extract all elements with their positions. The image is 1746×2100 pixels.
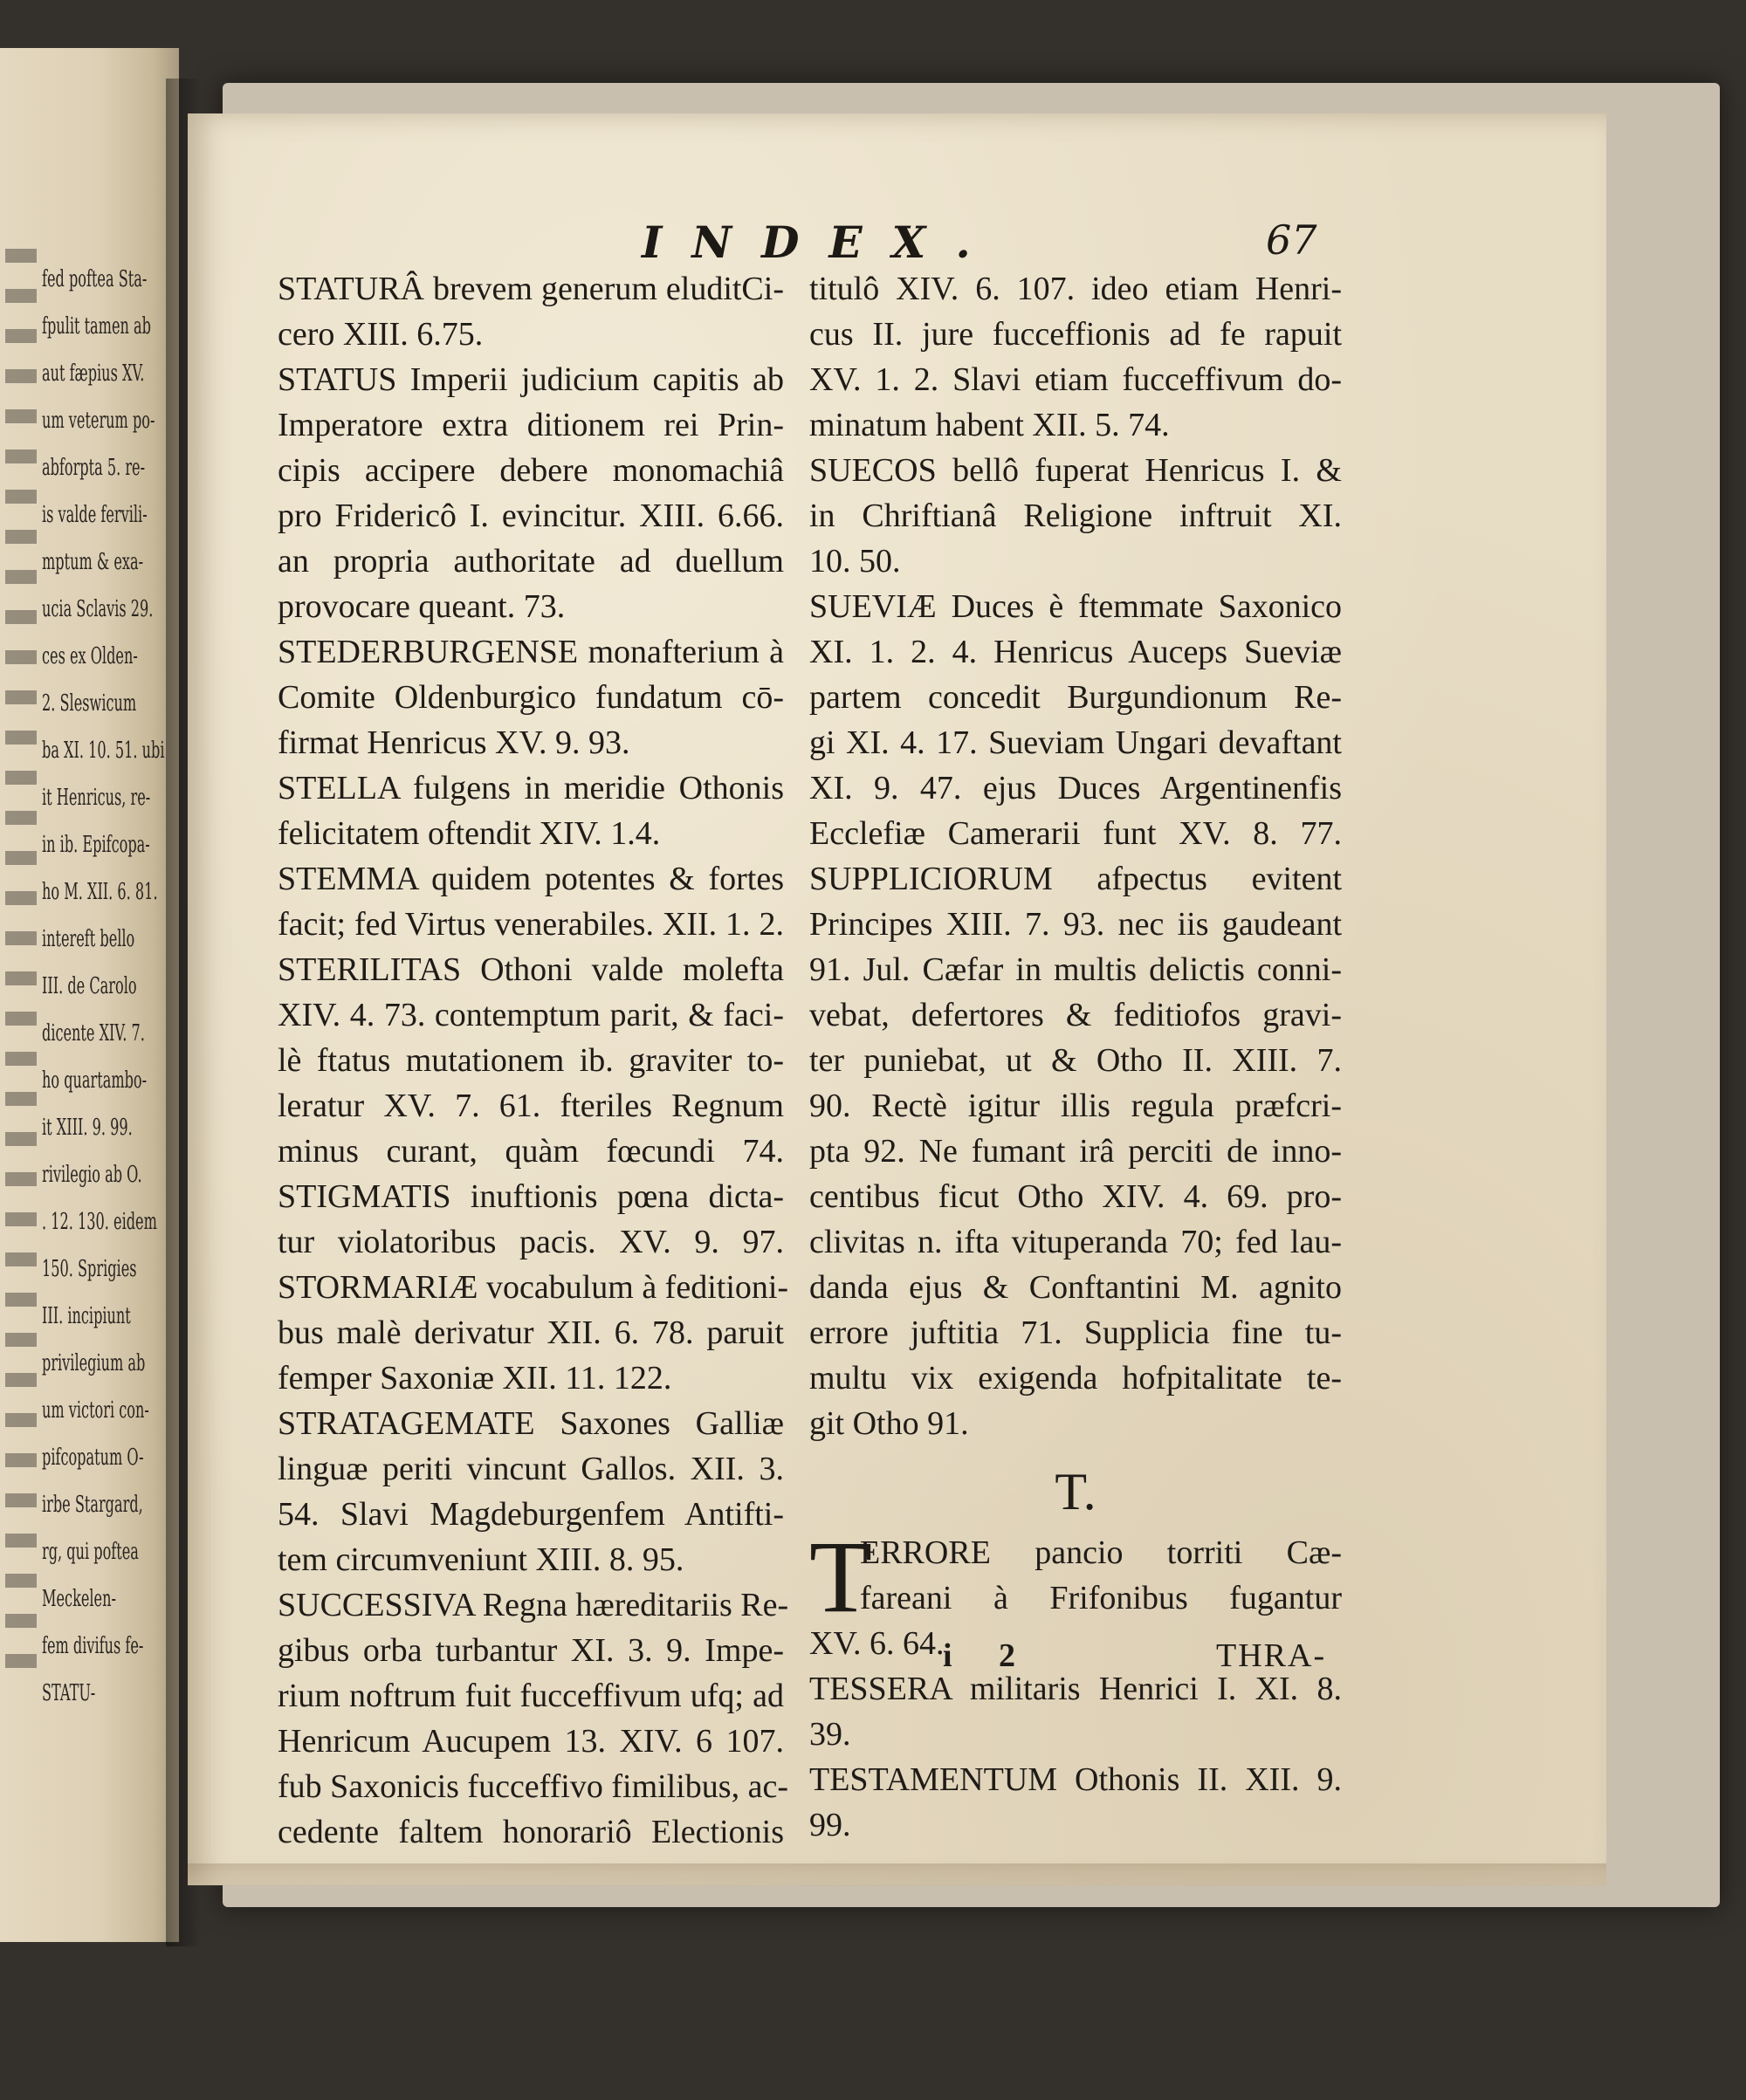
index-line: multu vix exigenda hofpitalitate te-	[809, 1360, 1342, 1397]
previous-page-fragment: fed poftea Sta-	[42, 266, 148, 292]
index-line: cedente faltem honorariô Electionis	[278, 1814, 784, 1850]
index-line: linguæ periti vincunt Gallos. XII. 3.	[278, 1451, 784, 1487]
previous-page-fragment: ho quartambo-	[42, 1067, 148, 1094]
index-line: 39.	[809, 1716, 851, 1753]
index-line: facit; fed Virtus venerabiles. XII. 1. 2.	[278, 906, 784, 943]
index-line: vebat, defertores & feditiofos gravi-	[809, 997, 1342, 1033]
index-line: STATURÂ brevem generum eluditCi-	[278, 271, 784, 307]
dropcap-entry	[809, 1520, 1342, 1634]
index-line: STEDERBURGENSE monafterium à	[278, 634, 784, 670]
index-page	[188, 113, 1606, 1885]
index-line: gi XI. 4. 17. Sueviam Ungari devaftant	[809, 724, 1342, 761]
index-line: gibus orba turbantur XI. 3. 9. Impe-	[278, 1632, 784, 1669]
index-line: bus malè derivatur XII. 6. 78. paruit	[278, 1314, 784, 1351]
previous-page-fragment: aut fæpius XV.	[42, 360, 145, 387]
index-line: rium noftrum fuit fucceffivum ufq; ad	[278, 1678, 784, 1714]
previous-page-fragment: STATU-	[42, 1680, 96, 1706]
previous-page-fragment: is valde fervili-	[42, 502, 148, 528]
previous-page-fragment: it Henricus, re-	[42, 785, 151, 811]
index-line: Henricum Aucupem 13. XIV. 6 107.	[278, 1723, 784, 1760]
index-line: partem concedit Burgundionum Re-	[809, 679, 1342, 716]
index-line: 99.	[809, 1807, 851, 1843]
index-line: cus II. jure fucceffionis ad fe rapuit	[809, 316, 1342, 353]
index-line: centibus ficut Otho XIV. 4. 69. pro-	[809, 1178, 1342, 1215]
index-line: leratur XV. 7. 61. fteriles Regnum	[278, 1088, 784, 1124]
index-line: Ecclefiæ Camerarii funt XV. 8. 77.	[809, 815, 1342, 852]
index-line: SUPPLICIORUM afpectus evitent	[809, 861, 1342, 897]
previous-page-fragment: ba XI. 10. 51. ubi	[42, 738, 165, 764]
index-line: STIGMATIS inuftionis pœna dicta-	[278, 1178, 784, 1215]
left-column	[278, 266, 789, 1855]
index-line: Imperatore extra ditionem rei Prin-	[278, 407, 784, 443]
previous-page-fragment: fpulit tamen ab	[42, 313, 151, 340]
index-line: XI. 9. 47. ejus Duces Argentinenfis	[809, 770, 1342, 806]
previous-page-fragment: ho M. XII. 6. 81.	[42, 879, 158, 905]
index-line: an propria authoritate ad duellum	[278, 543, 784, 580]
previous-page-fragment: dicente XIV. 7.	[42, 1020, 145, 1047]
drop-capital: T	[809, 1520, 873, 1634]
index-line: tem circumveniunt XIII. 8. 95.	[278, 1541, 684, 1578]
section-heading: T.	[1055, 1463, 1096, 1520]
index-line: SUECOS bellô fuperat Henricus I. &	[809, 452, 1342, 489]
index-line: 90. Rectè igitur illis regula præfcri-	[809, 1088, 1342, 1124]
index-line: provocare queant. 73.	[278, 588, 566, 625]
previous-page-fragment: rivilegio ab O.	[42, 1162, 142, 1188]
index-line: STERILITAS Othoni valde molefta	[278, 951, 784, 988]
index-line: XV. 6. 64.	[809, 1625, 945, 1662]
previous-page-fragment: . 12. 130. eidem	[42, 1209, 157, 1235]
previous-page-fragment: III. de Carolo	[42, 973, 137, 999]
index-line: errore juftitia 71. Supplicia fine tu-	[809, 1314, 1342, 1351]
index-line: STATUS Imperii judicium capitis ab	[278, 361, 784, 398]
previous-page-fragment: um victori con-	[42, 1397, 149, 1424]
index-line: femper Saxoniæ XII. 11. 122.	[278, 1360, 672, 1397]
index-line: firmat Henricus XV. 9. 93.	[278, 724, 630, 761]
index-line: pta 92. Ne fumant irâ perciti de inno-	[809, 1133, 1342, 1170]
index-line: tur violatoribus pacis. XV. 9. 97.	[278, 1224, 784, 1260]
index-line: cero XIII. 6.75.	[278, 316, 484, 353]
index-line: cipis accipere debere monomachiâ	[278, 452, 784, 489]
index-line: felicitatem oftendit XIV. 1.4.	[278, 815, 661, 852]
index-line: ter puniebat, ut & Otho II. XIII. 7.	[809, 1042, 1342, 1079]
right-column-entries	[809, 266, 1342, 1446]
index-line: in Chriftianâ Religione inftruit XI.	[809, 498, 1342, 534]
index-line: titulô XIV. 6. 107. ideo etiam Henri-	[809, 271, 1342, 307]
index-line: fareani à Frifonibus fugantur	[860, 1580, 1342, 1616]
index-line: XV. 1. 2. Slavi etiam fucceffivum do-	[809, 361, 1342, 398]
index-line: STEMMA quidem potentes & fortes	[278, 861, 784, 897]
previous-page-fragment: 2. Sleswicum	[42, 690, 137, 717]
previous-page-margin-marks	[5, 249, 37, 1680]
index-line: danda ejus & Conftantini M. agnito	[809, 1269, 1342, 1306]
index-line: Comite Oldenburgico fundatum cō-	[278, 679, 784, 716]
index-line: minatum habent XII. 5. 74.	[809, 407, 1170, 443]
index-line: git Otho 91.	[809, 1405, 969, 1442]
index-line: STELLA fulgens in meridie Othonis	[278, 770, 784, 806]
previous-page-fragment: ucia Sclavis 29.	[42, 596, 154, 622]
index-line: TESSERA militaris Henrici I. XI. 8.	[809, 1671, 1342, 1707]
index-line: 91. Jul. Cæfar in multis delictis conni-	[809, 951, 1342, 988]
index-line: STRATAGEMATE Saxones Galliæ	[278, 1405, 784, 1442]
index-line: 10. 50.	[809, 543, 901, 580]
previous-page-fragment: privilegium ab	[42, 1350, 146, 1376]
previous-page-fragment: fem divifus fe-	[42, 1633, 144, 1659]
signature-mark: i 2	[943, 1637, 1035, 1674]
previous-page-fragment: abforpta 5. re-	[42, 455, 146, 481]
index-line: lè ftatus mutationem ib. graviter to-	[278, 1042, 784, 1079]
previous-page-fragment: Meckelen-	[42, 1586, 116, 1612]
index-line: XIV. 4. 73. contemptum parit, & faci-	[278, 997, 784, 1033]
previous-page-fragment: 150. Sprigies	[42, 1256, 137, 1282]
index-line: ERRORE pancio torriti Cæ-	[860, 1534, 1342, 1571]
page-footer	[188, 1637, 1606, 1689]
page-number: 67	[1266, 216, 1317, 264]
previous-page-fragment: mptum & exa-	[42, 549, 144, 575]
running-header	[188, 216, 1606, 269]
dropcap-entry-lines	[809, 1520, 1342, 1634]
index-line: fub Saxonicis fucceffivo fimilibus, ac-	[278, 1768, 788, 1805]
page-bottom-shadow	[188, 1863, 1606, 1888]
right-column	[809, 266, 1342, 1848]
index-line: clivitas n. ifta vituperanda 70; fed lau-	[809, 1224, 1342, 1260]
previous-page-fragment: um veterum po-	[42, 408, 155, 434]
index-line: pro Fridericô I. evincitur. XIII. 6.66.	[278, 498, 784, 534]
previous-page-fragment: in ib. Epifcopa-	[42, 832, 150, 858]
index-line: STORMARIÆ vocabulum à feditioni-	[278, 1269, 789, 1306]
index-line: XI. 1. 2. 4. Henricus Auceps Sueviæ	[809, 634, 1342, 670]
previous-page-fragment: it XIII. 9. 99.	[42, 1115, 133, 1141]
index-line: 54. Slavi Magdeburgenfem Antifti-	[278, 1496, 784, 1533]
previous-page-fragment: irbe Stargard,	[42, 1492, 143, 1518]
previous-page-fragment: III. incipiunt	[42, 1303, 131, 1329]
index-line: SUEVIÆ Duces è ftemmate Saxonico	[809, 588, 1342, 625]
catchword: THRA-	[1216, 1637, 1327, 1674]
page-title: INDEX.	[642, 216, 1000, 268]
previous-page-edge	[0, 48, 179, 1942]
index-line: TESTAMENTUM Othonis II. XII. 9.	[809, 1761, 1342, 1798]
previous-page-fragment: ces ex Olden-	[42, 643, 138, 669]
index-line: minus curant, quàm fœcundi 74.	[278, 1133, 784, 1170]
index-line: SUCCESSIVA Regna hæreditariis Re-	[278, 1587, 789, 1623]
previous-page-fragment: pifcopatum O-	[42, 1445, 144, 1471]
index-line: Principes XIII. 7. 93. nec iis gaudeant	[809, 906, 1342, 943]
previous-page-fragment: rg, qui poftea	[42, 1539, 139, 1565]
previous-page-fragment: intereft bello	[42, 926, 135, 952]
